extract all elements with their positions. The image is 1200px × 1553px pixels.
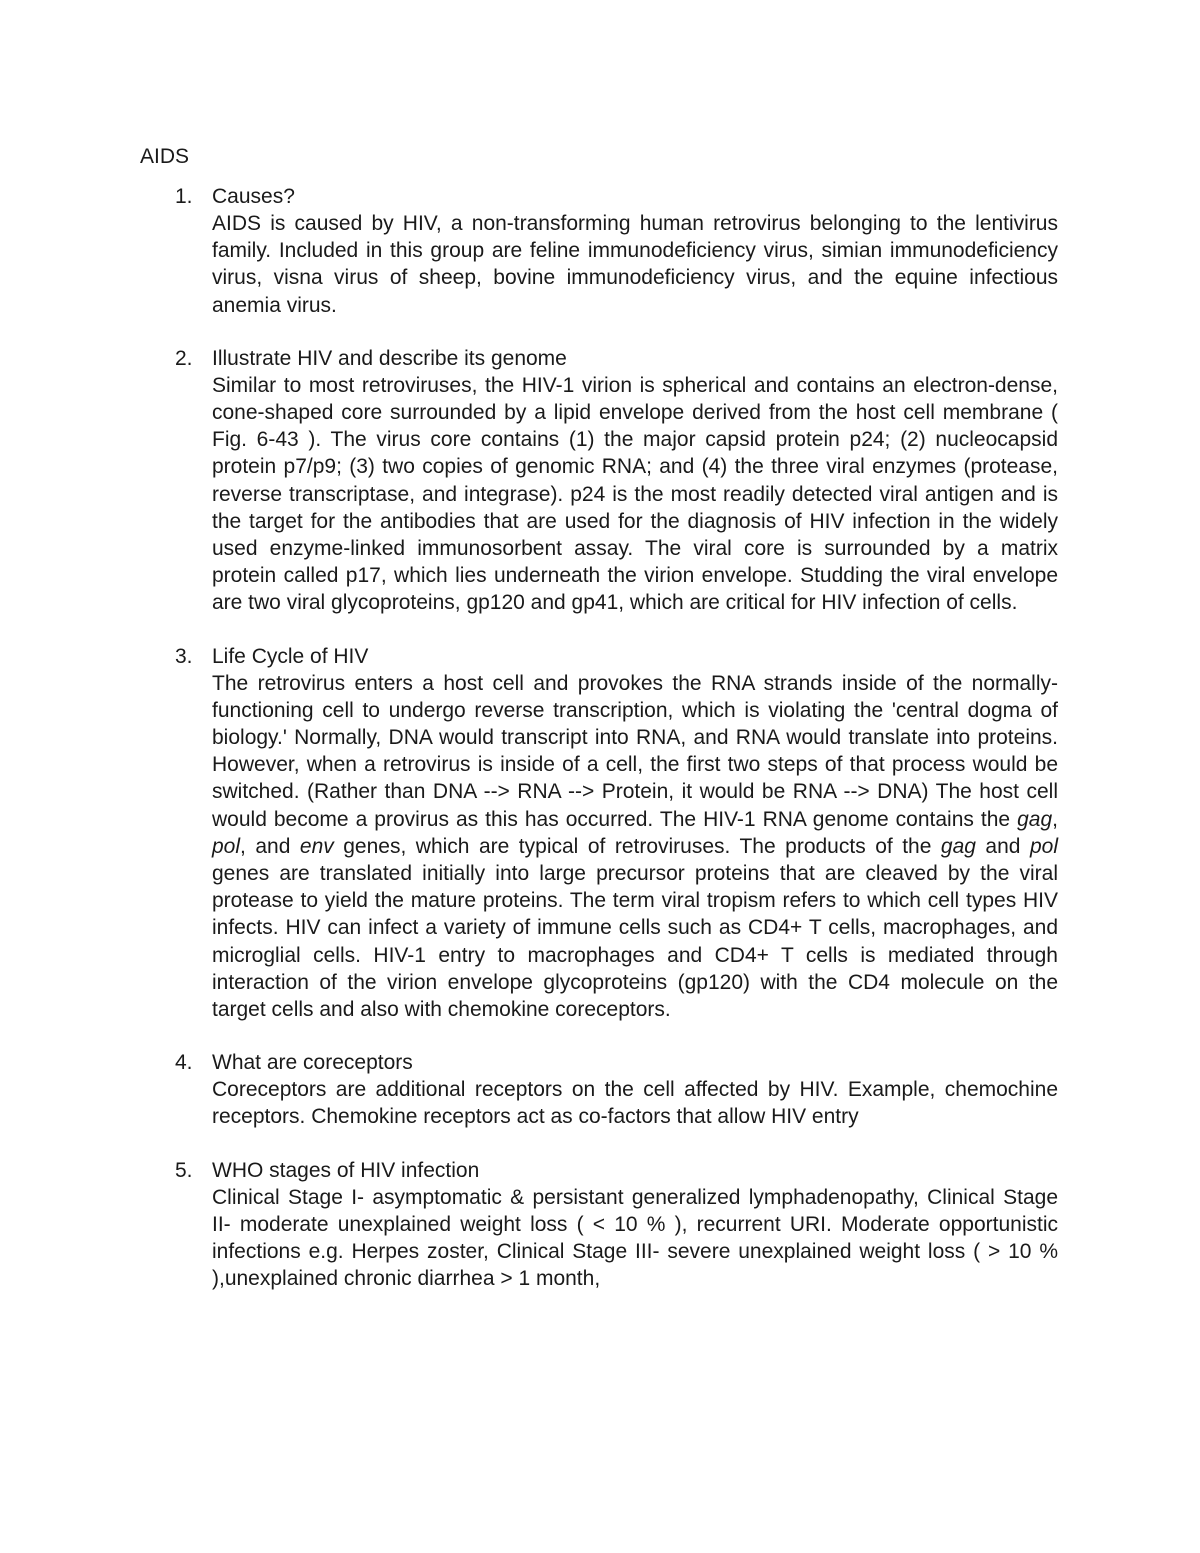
list-item-coreceptors [140,1049,1058,1130]
item-heading: Causes? [212,185,295,208]
body-text: genes, which are typical of retroviruses. The products of the [333,834,941,858]
item-heading: Life Cycle of HIV [212,644,369,668]
item-body: Clinical Stage I- asymptomatic & persistant generalized lymphadenopathy, Clinical Stage II- moderate unexplained weight loss ( < 10 % ), recurrent URI. Moderate opportunistic infections e.g. Herpes zoster, Clinical Stage III- severe unexplained weight loss ( > 10 % ),unexplained chronic diarrhea > 1 month, [212,1185,1058,1291]
gene-gag: gag [1017,807,1053,831]
item-body [212,670,1058,1024]
item-body: Coreceptors are additional receptors on the cell affected by HIV. Example, chemochine receptors. Chemokine receptors act as co-factors that allow HIV entry [212,1078,1058,1129]
gene-env: env [299,834,334,858]
item-number: 3. [175,644,193,668]
question-list [140,183,1058,1319]
item-body: AIDS is caused by HIV, a non-transforming human retrovirus belonging to the lentivirus family. Included in this group are feline immunodeficiency virus, simian immunodeficiency virus, visna virus of sheep, bovine immunodeficiency virus, and the equine infectious anemia virus. [212,212,1058,317]
item-heading: WHO stages of HIV infection [212,1158,480,1182]
gene-pol: pol [1029,834,1058,858]
item-body: Similar to most retroviruses, the HIV-1 virion is spherical and contains an electron-dense, cone-shaped core surrounded by a lipid envelope derived from the host cell membrane ( Fig. 6-43 ). The virus core contains (1) the major capsid protein p24; (2) nucleocapsid protein p7/p9; (3) two copies of genomic RNA; and (4) the three viral enzymes (protease, reverse transcriptase, and integrase). p24 is the most readily detected viral antigen and is the target for the antibodies that are used for the diagnosis of HIV infection in the widely used enzyme-linked immunosorbent assay. The viral core is surrounded by a matrix protein called p17, which lies underneath the virion envelope. Studding the viral envelope are two viral glycoproteins, gp120 and gp41, which are critical for HIV infection of cells. [212,373,1058,615]
item-number: 2. [175,346,193,370]
item-heading: What are coreceptors [212,1051,413,1075]
body-text: , and [240,834,300,858]
list-item-causes [140,183,1058,319]
item-number: 1. [175,185,193,208]
document-title: AIDS [140,145,190,168]
item-heading: Illustrate HIV and describe its genome [212,346,567,370]
body-text: genes are translated initially into large precursor proteins that are cleaved by the viral protease to yield the mature proteins. The term viral tropism refers to which cell types HIV infects. HIV can infect a variety of immune cells such as CD4+ T cells, macrophages, and microglial cells. HIV-1 entry to macrophages and CD4+ T cells is mediated through interaction of the virion envelope glycoproteins (gp120) with the CD4 molecule on the target cells and also with chemokine coreceptors. [212,862,1058,1022]
list-item-life-cycle [140,643,1058,1024]
gene-pol: pol [212,834,241,858]
list-item-who-stages [140,1157,1058,1293]
body-text: , [1052,807,1058,831]
body-text: and [975,834,1030,858]
item-number: 4. [175,1051,193,1075]
gene-gag: gag [940,834,976,858]
body-text: The retrovirus enters a host cell and provokes the RNA strands inside of the normally-functioning cell to undergo reverse transcription, which is violating the 'central dogma of biology.' Normally, DNA would transcript into RNA, and RNA would translate into proteins. However, when a retrovirus is inside of a cell, the first two steps of that process would be switched. (Rather than DNA --> RNA --> Protein, it would be RNA --> DNA) The host cell would become a provirus as this has occurred. The HIV-1 RNA genome contains the [212,671,1058,831]
list-item-genome [140,345,1058,617]
item-number: 5. [175,1158,193,1182]
